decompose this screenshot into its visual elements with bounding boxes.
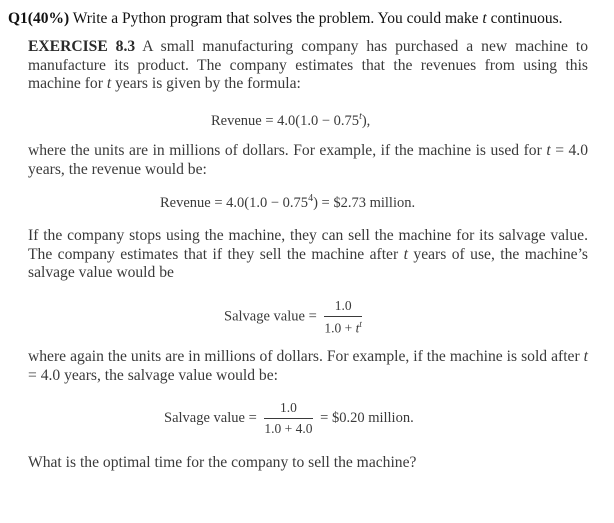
salvage-explanation-end: = 4.0 years, the salvage value would be: <box>28 366 278 384</box>
salvage-example-fraction <box>264 400 312 437</box>
exercise-intro <box>28 38 588 94</box>
revenue-explanation <box>28 142 588 179</box>
revenue-explanation-text: where the units are in millions of dollars. For example, if the machine is used for <box>28 142 542 159</box>
salvage-intro-variable: t <box>403 245 408 263</box>
salvage-explanation-text: where again the units are in millions of dollars. For example, if the machine is sold after <box>28 348 580 365</box>
salvage-formula-numerator: 1.0 <box>324 298 362 317</box>
salvage-example-lhs: Salvage value <box>164 409 245 426</box>
exercise-intro-end: years is given by the formula: <box>115 75 301 93</box>
exercise-label: EXERCISE 8.3 <box>28 38 136 55</box>
exercise-intro-variable: t <box>106 75 112 93</box>
salvage-example <box>164 400 414 437</box>
salvage-formula-fraction <box>324 298 362 337</box>
revenue-example-eq: = <box>214 194 223 211</box>
salvage-intro-end: years of use, the machine’s salvage value would be <box>28 245 588 282</box>
revenue-example-close: ) <box>313 194 318 211</box>
salvage-explanation-variable: t <box>583 348 588 365</box>
revenue-explanation-variable: t <box>546 142 551 159</box>
salvage-intro-text: If the company stops using the machine, they can sell the machine for its salvage value. The company estimates that if they sell the machine after <box>28 227 588 263</box>
closing-question: What is the optimal time for the company to sell the machine? <box>28 454 417 471</box>
salvage-example-denominator: 1.0 + 4.0 <box>264 421 313 436</box>
question-text: Write a Python program that solves the problem. You could make <box>72 10 479 27</box>
salvage-example-numerator: 1.0 <box>264 400 312 419</box>
revenue-formula-end: ), <box>361 112 371 129</box>
revenue-example-result: $2.73 million. <box>333 194 416 211</box>
revenue-example-exponent: 4 <box>308 193 314 204</box>
salvage-example-result: $0.20 million. <box>331 409 414 426</box>
salvage-formula-lhs: Salvage value <box>224 308 305 325</box>
salvage-formula-denominator <box>324 317 362 337</box>
salvage-formula-eq: = <box>308 308 317 325</box>
salvage-formula-denominator-exponent: t <box>359 319 362 329</box>
salvage-explanation <box>28 348 588 385</box>
revenue-formula-rhs: 4.0(1.0 − 0.75 <box>277 112 360 129</box>
revenue-example-rhs: 4.0(1.0 − 0.75 <box>226 194 309 211</box>
revenue-explanation-end: = 4.0 years, the revenue would be: <box>28 142 589 178</box>
salvage-example-eq: = <box>248 409 257 426</box>
revenue-example <box>160 193 415 212</box>
revenue-formula-lhs: Revenue <box>211 112 262 129</box>
revenue-example-eq2: = <box>321 194 330 211</box>
question-text-end: continuous. <box>490 10 563 27</box>
question-variable: t <box>482 10 487 27</box>
salvage-formula <box>224 298 366 337</box>
salvage-intro <box>28 227 588 283</box>
salvage-example-eq2: = <box>320 409 329 426</box>
exercise-intro-text: A small manufacturing company has purchased a new machine to manufacture its product. The company estimates that the revenues from using this machine for <box>28 38 588 93</box>
question-header <box>8 10 562 28</box>
revenue-formula <box>211 111 370 130</box>
revenue-formula-eq: = <box>265 112 274 129</box>
revenue-example-lhs: Revenue <box>160 194 211 211</box>
question-label: Q1(40%) <box>8 10 70 27</box>
revenue-formula-exponent: t <box>359 111 362 122</box>
salvage-formula-denominator-text: 1.0 + t <box>324 320 360 336</box>
salvage-formula-denominator-variable: t <box>355 320 360 336</box>
